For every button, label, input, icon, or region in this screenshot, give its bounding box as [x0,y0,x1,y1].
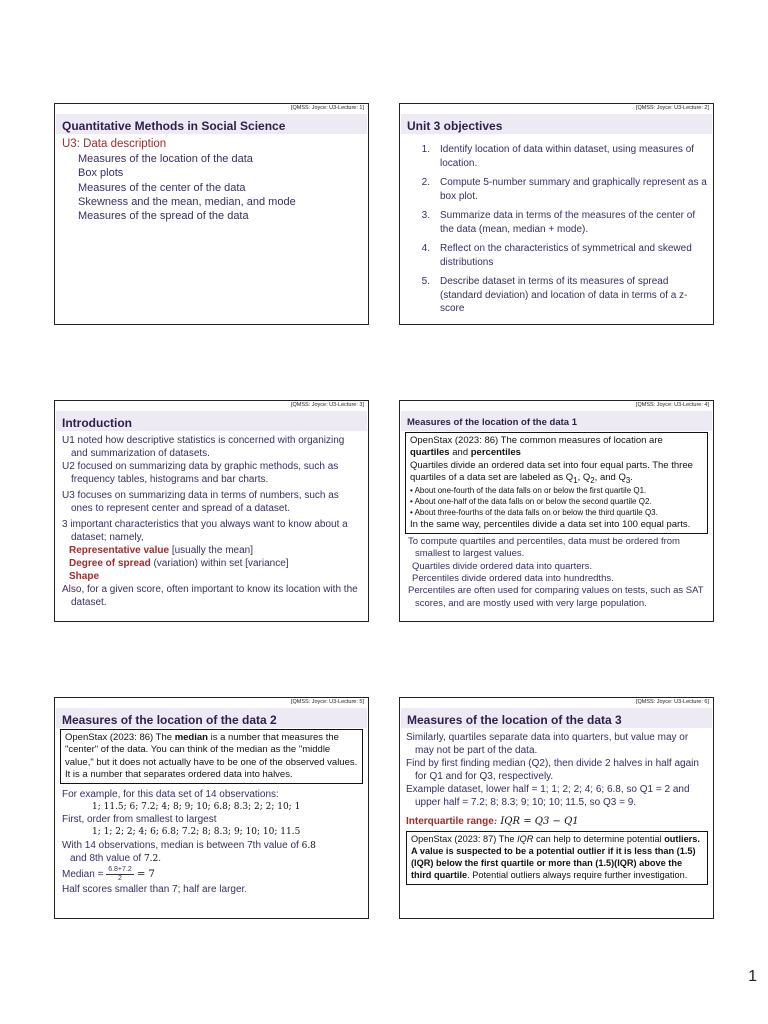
paragraph [62,839,363,853]
item-text: Describe dataset in terms of its measures of spread (standard deviation) and location of data in terms of a z-score [440,276,688,314]
text: and [449,447,471,459]
text: OpenStax (2023: 87) The [411,834,518,844]
slide-tag: [QMSS: Joyce: U3-Lecture: 4] [635,402,709,408]
subscript: 1 [573,475,578,485]
bold-term: quartiles [410,447,450,459]
quote-box [406,831,708,885]
quote-box [405,432,708,534]
paragraph: Half scores smaller than 7; half are larger. [62,883,248,895]
result: = 7 [133,869,155,881]
slide-title: Measures of the location of the data 3 [401,708,712,728]
text: Quartiles divide an ordered data set into four equal parts. The three quartiles of a data set are labeled as Q [410,459,693,484]
paragraph: U3 focuses on summarizing data in terms of numbers, such as ones to represent center and spread of a dataset. [62,490,339,514]
value: 7.2 [143,854,159,865]
item-number: 5. [421,276,430,287]
item-number: 1. [421,144,430,155]
slide-2 [399,103,714,325]
slide-1 [54,103,369,325]
bold-term: median [174,732,208,743]
item-number: 4. [421,243,430,254]
quote-text: In the same way, percentiles divide a data set into 100 equal parts. [410,518,691,530]
paragraph: Similarly, quartiles separate data into quarters, but value may or may not be part of the data. [406,732,689,756]
slide-body [62,434,362,609]
list-item [404,275,707,316]
slide-body [62,137,362,223]
list-item: Box plots [78,167,124,180]
paragraph: Also, for a given score, often important to know its location with the dataset. [62,584,358,608]
paragraph: First, order from smallest to largest [62,814,217,826]
quote-text [410,435,703,460]
slide-tag: [QMSS: Joyce: U3-Lecture: 1] [290,105,364,111]
item-text: Compute 5-number summary and graphically represent as a box plot. [440,177,707,202]
slide-6 [399,697,714,919]
dataset-raw: 1; 11.5; 6; 7.2; 4; 8; 9; 10; 6.8; 8.3; 2; 2; 10; 1 [92,801,301,812]
slide-body [405,432,708,610]
list-item [404,176,707,203]
dataset-ordered: 1; 1; 2; 2; 4; 6; 6.8; 7.2; 8; 8.3; 9; 10; 10; 11.5 [92,826,301,837]
notes [405,536,708,610]
item-text: Identify location of data within dataset, using measures of location. [440,144,695,169]
paragraph: Quartiles divide ordered data into quarters. [412,560,593,572]
paragraph: Example dataset, lower half = 1; 1; 2; 2; 4; 6; 6.8, so Q1 = 2 and upper half = 7.2; 8; 8.3; 9; 10; 10; 11.5, so Q3 = 9. [406,784,690,808]
text: Median = [62,869,107,881]
paragraph: U2 focused on summarizing data by graphic methods, such as frequency tables, histograms and bar charts. [62,461,339,485]
text: OpenStax (2023: 86) The common measures of location are [410,435,663,446]
highlight: Degree of spread [69,558,151,569]
text: . Potential outliers always require further investigation. [467,869,688,880]
bold-term: percentiles [470,447,521,459]
topic-list [62,152,362,223]
page-number: 1 [748,968,757,985]
formula: : IQR = Q3 − Q1 [493,816,579,827]
slide-title: Unit 3 objectives [401,114,712,134]
quote-text: Quartiles divide an ordered data set into four equal parts. The three quartiles of a data set are labeled as $Q_1$, $Q_2$, and $Q_3$. [410,459,693,485]
item-number: 3. [421,210,430,221]
slide-tag: [QMSS: Joyce: U3-Lecture: 6] [635,699,709,705]
list-item: Measures of the center of the data [78,181,246,194]
characteristic-3 [62,570,362,583]
highlight: Interquartile range [406,816,494,827]
median-formula [62,866,363,882]
slide-title: Quantitative Methods in Social Science [56,114,367,134]
slide-title: Introduction [56,411,367,431]
paragraph: 3 important characteristics that you always want to know about a dataset; namely, [62,519,348,543]
list-item: Skewness and the mean, median, and mode [78,195,296,208]
numerator: 6.8+7.2 [108,866,132,874]
paragraph: and 8th value of 7.2. [70,853,162,865]
item-text: Reflect on the characteristics of symmetrical and skewed distributions [440,243,692,268]
unit-heading: U3: Data description [62,138,167,150]
bold-term: outliers. A value is suspected to be a potential outlier if it is less than (1.5)(IQR) below the first quartile or more than (1.5)(IQR) above the third quartile [411,834,700,880]
slide-body [60,729,363,896]
slide-tag: [QMSS: Joyce: U3-Lecture: 3] [290,402,364,408]
text: can help to determine potential [533,834,665,844]
slide-5 [54,697,369,919]
example [60,788,363,895]
characteristic-2 [62,557,362,570]
slide-tag: [QMSS: Joyce: U3-Lecture: 5] [290,699,364,705]
slide-4 [399,400,714,622]
item-number: 2. [421,177,430,188]
paragraph: Percentiles are often used for comparing values on tests, such as SAT scores, and are mostly used with very large population. [408,585,704,609]
bullet: • About one-fourth of the data falls on or below the first quartile Q1. [410,486,647,496]
slide-title: Measures of the location of the data 2 [56,708,367,728]
fraction [106,866,134,882]
text: OpenStax (2023: 86) The [65,732,175,743]
list-item [404,209,707,236]
term: IQR [517,834,534,844]
item-text: Summarize data in terms of the measures of the center of the data (mean, median + mode). [440,210,696,235]
subscript: 2 [590,475,595,485]
slide-tag: [QMSS: Joyce: U3-Lecture: 2] [635,105,709,111]
highlight: Representative value [69,545,170,556]
characteristic-1 [62,544,362,557]
highlight: Shape [69,571,100,582]
list-item: Measures of the location of the data [78,152,253,165]
bullet: • About one-half of the data falls on or below the second quartile Q2. [410,497,652,507]
bullet: • About three-fourths of the data falls on or below the third quartile Q3. [410,507,658,517]
text: With 14 observations, median is between 7th value of [62,839,302,851]
note: (variation) within set [variance] [150,558,289,569]
text: is a number that measures the "center" of the data. You can think of the median as the "middle value," but it does not actually have to be one of the observed values. It is a number that separates ordered data into halves. [65,732,358,781]
list-item [404,143,707,170]
quote-box [60,729,363,784]
iqr-definition [406,815,708,828]
text: and 8th value of [70,853,144,865]
denominator: 2 [118,874,122,882]
slide-body [406,731,708,885]
slide-title: Measures of the location of the data 1 [401,411,712,431]
paragraph: U1 noted how descriptive statistics is concerned with organizing and summarization of datasets. [62,435,345,459]
subscript: 3 [625,475,631,485]
paragraph: Find by first finding median (Q2), then divide 2 halves in half again for Q1 and for Q3, respectively. [406,758,699,782]
value: 6.8 [301,840,316,851]
note: [usually the mean] [169,545,253,556]
paragraph: For example, for this data set of 14 observations: [62,789,279,801]
objectives-list [404,143,707,322]
slide-3 [54,400,369,622]
paragraph: Percentiles divide ordered data into hundredths. [412,572,614,584]
list-item [404,242,707,269]
list-item: Measures of the spread of the data [78,210,249,223]
paragraph: To compute quartiles and percentiles, data must be ordered from smallest to largest values. [408,535,680,560]
